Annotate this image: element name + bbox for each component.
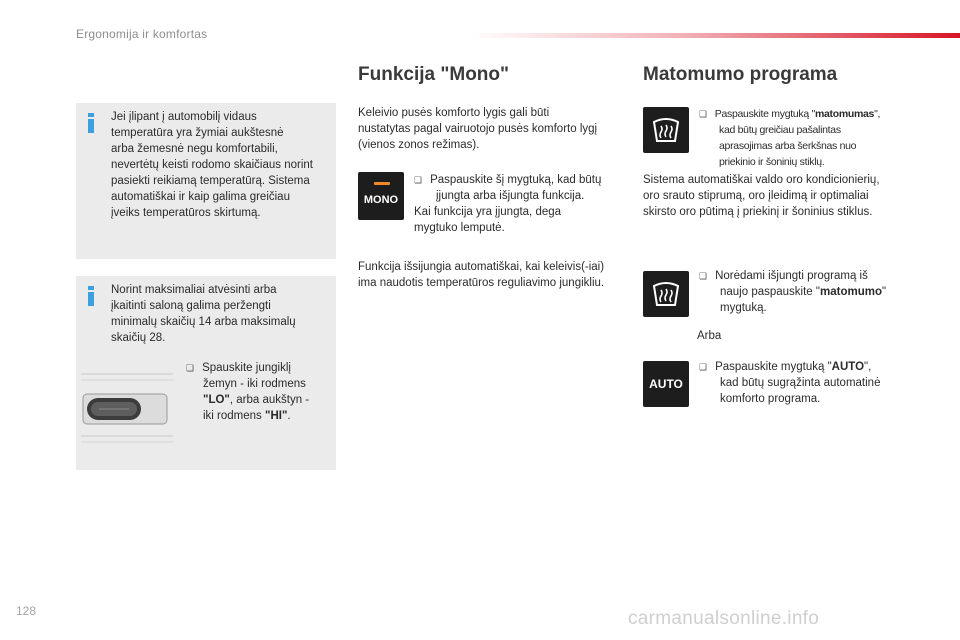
note-text: Jei įlipant į automobilį vidaus temperatūra yra žymiai aukštesnė arba žemesnė negu komfortabili, nevertėtų keisti rodomo skaičiaus norint pasiekti reikiamą temperatūrą. Sistema automatiškai ir kaip galima greičiau įveiks temperatūros skirtumą. [111, 111, 313, 219]
bullet-marker: ❏ [414, 175, 423, 185]
bullet-marker: ❏ [699, 109, 707, 119]
info-note-limits [76, 276, 336, 470]
visibility-instruction-2: ❏ Norėdami išjungti programą iš naujo paspauskite "matomumo" mygtuką. [699, 270, 887, 314]
visibility-section-title: Matomumo programa [643, 64, 838, 85]
or-separator: Arba [697, 330, 722, 342]
auto-button-icon [643, 361, 689, 407]
header-title: Ergonomija ir komfortas [76, 27, 208, 41]
switch-instruction: ❏ Spauskite jungiklį žemyn - iki rodmens "LO", arba aukštyn - iki rodmens "HI". [186, 362, 310, 422]
visibility-description: Sistema automatiškai valdo oro kondicionierių, oro srauto stiprumą, oro įleidimą ir optimaliai skirsto oro pūtimą į priekinį ir šoninius stiklus. [643, 174, 880, 218]
bullet-marker: ❏ [699, 271, 708, 281]
windscreen-demist-icon [643, 271, 689, 317]
demist-button-icon [643, 107, 689, 153]
note-text: Norint maksimaliai atvėsinti arba įkaitinti saloną galima peržengti minimalų skaičių 14 arba maksimalų skaičių 28. [111, 284, 296, 344]
auto-button-label: AUTO [649, 377, 683, 391]
mono-footer: Funkcija išsijungia automatiškai, kai keleivis(-iai) ima naudotis temperatūros reguliavimo jungikliu. [358, 261, 605, 289]
page-number: 128 [16, 604, 37, 618]
mono-button-icon [358, 172, 404, 220]
mono-indicator-light [374, 182, 390, 185]
windscreen-demist-icon [643, 107, 689, 153]
mono-instruction: ❏ Paspauskite šį mygtuką, kad būtų įjungta arba išjungta funkcija. Kai funkcija yra įjungta, dega mygtuko lemputė. [414, 174, 602, 234]
watermark: carmanualsonline.info [628, 608, 820, 629]
bullet-marker: ❏ [186, 363, 195, 373]
mono-button-label: MONO [363, 194, 399, 206]
temperature-switch-illustration [81, 368, 173, 448]
mono-section-title: Funkcija "Mono" [358, 64, 510, 85]
visibility-instruction-3: ❏ Paspauskite mygtuką "AUTO", kad būtų sugrąžinta automatinė komforto programa. [699, 361, 881, 405]
header-accent-bar [470, 33, 960, 38]
mono-intro: Keleivio pusės komforto lygis gali būti nustatytas pagal vairuotojo pusės komforto lygį (vienos zonos režimas). [358, 107, 598, 151]
info-icon [88, 113, 94, 133]
info-icon [88, 286, 94, 306]
bullet-marker: ❏ [699, 362, 708, 372]
info-note-temperature [76, 103, 336, 259]
visibility-instruction-1: ❏ Paspauskite mygtuką "matomumas", kad būtų greičiau pašalintas aprasojimas arba šerkšnas nuo priekinio ir šoninių stiklų. [699, 108, 881, 168]
demist-button-icon-2 [643, 271, 689, 317]
